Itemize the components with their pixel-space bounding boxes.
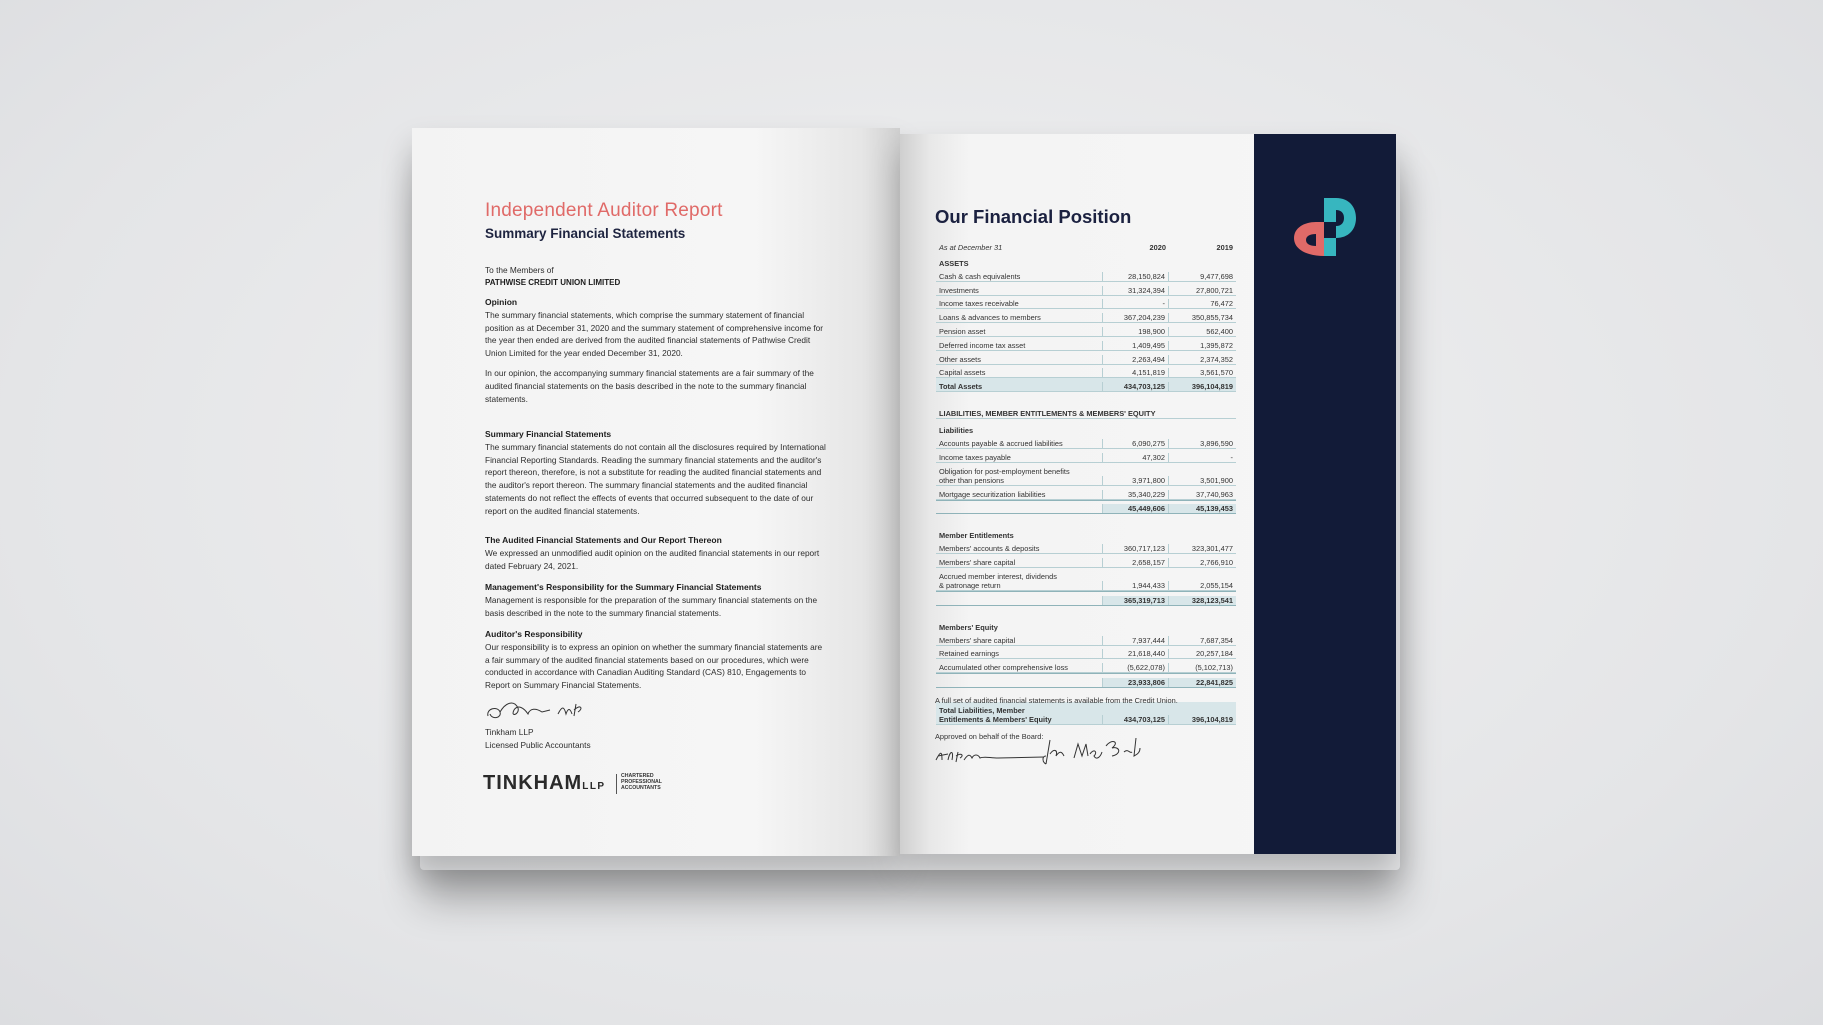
- grand-total-2019: 396,104,819: [1191, 714, 1233, 724]
- col-2020-header: 2020: [1149, 243, 1166, 252]
- entitlement-value-2020: 2,658,157: [1102, 558, 1169, 567]
- asset-row: [936, 309, 1236, 323]
- entitlement-value-2020: 360,717,123: [1102, 544, 1169, 553]
- equity-label-text: Accumulated other comprehensive loss: [939, 663, 1068, 673]
- sfs-section: [485, 428, 827, 518]
- equity-value-2020: 7,937,444: [1102, 636, 1169, 645]
- entitlement-value-2019: 2,766,910: [1200, 557, 1233, 567]
- firm-tag-line-3: ACCOUNTANTS: [621, 785, 661, 791]
- liability-label-text: Obligation for post-employment benefits: [939, 466, 1070, 476]
- equity-caption-row: [936, 616, 1236, 632]
- entitlements-caption-row: [936, 524, 1236, 540]
- mgmt-paragraph: Management is responsible for the preparation of the summary financial statements on the basis described in the note to the summary financial statements.: [485, 594, 818, 618]
- approved-label: Approved on behalf of the Board:: [935, 732, 1044, 741]
- asset-value-2019: 76,472: [1210, 299, 1233, 309]
- sfs-paragraph: The summary financial statements do not contain all the disclosures required by International Financial Reporting Standards. Reading the summary financial statements and the auditor's report thereon, therefore, is not a substitute for reading the audited financial statements and the auditor's report thereon. The summary financial statements and the audited financial statements do not reflect the effects of events that occurred subsequent to the date of our report on the audited financial statements.: [485, 441, 826, 516]
- asset-value-2020: 31,324,394: [1102, 286, 1169, 295]
- equity-label-text: Retained earnings: [939, 649, 999, 659]
- liabilities-subtotal-row: [936, 500, 1236, 515]
- liability-row: [936, 449, 1236, 463]
- asset-label: [936, 313, 1102, 322]
- liability-label: [936, 490, 1102, 499]
- total-assets-row: [936, 378, 1236, 392]
- afs-section: [485, 534, 827, 572]
- equity-label: [936, 663, 1102, 672]
- total-assets-2019: 396,104,819: [1191, 382, 1233, 392]
- firm-llp: LLP: [582, 781, 606, 792]
- asset-label-text: Capital assets: [939, 368, 986, 378]
- asset-value-2020: 28,150,824: [1102, 272, 1169, 281]
- sfs-title: Summary Financial Statements: [485, 429, 612, 439]
- firm-tag-line-2: PROFESSIONAL: [621, 779, 662, 785]
- entitlements-subtotal-row: [936, 591, 1236, 606]
- equity-row: [936, 632, 1236, 646]
- asset-label: [936, 355, 1102, 364]
- equity-subtotal-row: [936, 673, 1236, 688]
- entitlement-label-text: Members' accounts & deposits: [939, 544, 1040, 554]
- asset-value-2019: 350,855,734: [1191, 313, 1233, 323]
- grand-total-label-1: Total Liabilities, Member: [939, 705, 1025, 715]
- asset-value-2020: 367,204,239: [1102, 313, 1169, 322]
- asset-value-2019: 3,561,570: [1200, 368, 1233, 378]
- liability-value-2020: 47,302: [1102, 453, 1169, 462]
- asset-value-2020: -: [1102, 299, 1169, 308]
- asset-value-2020: 198,900: [1102, 327, 1169, 336]
- asset-row: [936, 337, 1236, 351]
- col-2019-header: 2019: [1216, 243, 1233, 252]
- equity-value-2019: 7,687,354: [1200, 635, 1233, 645]
- financial-table: [936, 234, 1236, 725]
- liabilities-caption-row: [936, 419, 1236, 435]
- asset-label-text: Income taxes receivable: [939, 299, 1019, 309]
- liability-value-2020: 35,340,229: [1102, 490, 1169, 499]
- opinion-section: [485, 296, 827, 405]
- to-org: PATHWISE CREDIT UNION LIMITED: [485, 277, 621, 287]
- asset-value-2019: 2,374,352: [1200, 354, 1233, 364]
- afs-paragraph: We expressed an unmodified audit opinion on the audited financial statements in our report dated February 24, 2021.: [485, 547, 820, 571]
- asset-label-text: Other assets: [939, 354, 981, 364]
- board-signature-1: [934, 744, 1054, 768]
- equity-value-2019: 20,257,184: [1196, 649, 1233, 659]
- total-assets-label: Total Assets: [939, 382, 983, 392]
- navy-side-band: [1254, 134, 1396, 854]
- liability-row: [936, 463, 1236, 486]
- assets-caption: ASSETS: [939, 259, 969, 268]
- firm-divider: [616, 774, 617, 794]
- entitlement-value-2019: 2,055,154: [1200, 580, 1233, 590]
- liability-row: [936, 486, 1236, 500]
- liability-row: [936, 435, 1236, 449]
- auditor-paragraph: Our responsibility is to express an opinion on whether the summary financial statements are a fair summary of the audited financial statements based on our procedures, which were conducted in accordance with Canadian Auditing Standard (CAS) 810, Engagements to Report on Summary Financial Statements.: [485, 641, 823, 691]
- asset-value-2020: 2,263,494: [1102, 355, 1169, 364]
- asset-value-2019: 1,395,872: [1200, 340, 1233, 350]
- entitlement-value-2019: 323,301,477: [1191, 544, 1233, 554]
- mgmt-title: Management's Responsibility for the Summary Financial Statements: [485, 582, 762, 592]
- availability-note: A full set of audited financial statements is available from the Credit Union.: [935, 696, 1178, 705]
- asset-row: [936, 365, 1236, 379]
- entitlement-row: [936, 540, 1236, 554]
- entitlements-subtotal-2019: 328,123,541: [1169, 596, 1236, 605]
- equity-label-text: Members' share capital: [939, 635, 1016, 645]
- equity-row: [936, 659, 1236, 673]
- asset-value-2019: 27,800,721: [1196, 285, 1233, 295]
- to-line: To the Members of: [485, 265, 554, 275]
- firm-tag-line-1: CHARTERED: [621, 773, 654, 779]
- auditor-title: Auditor's Responsibility: [485, 629, 583, 639]
- equity-label: [936, 636, 1102, 645]
- equity-value-2019: (5,102,713): [1195, 663, 1233, 673]
- equity-caption: Members' Equity: [939, 622, 998, 632]
- report-subtitle: Summary Financial Statements: [485, 226, 686, 241]
- entitlement-label: [936, 558, 1102, 567]
- assets-rows: [936, 268, 1236, 378]
- assets-caption-row: [936, 252, 1236, 268]
- liab-caption: LIABILITIES, MEMBER ENTITLEMENTS & MEMBERS' EQUITY: [939, 409, 1156, 419]
- liability-value-2019: 3,501,900: [1200, 475, 1233, 485]
- entitlement-label-text: Accrued member interest, dividends: [939, 571, 1057, 581]
- entitlement-label: [936, 544, 1102, 553]
- liability-label-text: Income taxes payable: [939, 452, 1011, 462]
- liability-label: [936, 439, 1102, 448]
- addressee: [485, 264, 827, 290]
- asset-label: [936, 368, 1102, 377]
- asset-label-text: Investments: [939, 285, 979, 295]
- equity-label: [936, 649, 1102, 658]
- entitlements-subtotal-2020: 365,319,713: [1102, 596, 1169, 605]
- liability-label-text-2: other than pensions: [939, 475, 1004, 485]
- signer-role: Licensed Public Accountants: [485, 739, 591, 750]
- liability-label-text: Accounts payable & accrued liabilities: [939, 438, 1063, 448]
- table-header-row: [936, 234, 1236, 252]
- entitlements-rows: [936, 540, 1236, 591]
- afs-title: The Audited Financial Statements and Our Report Thereon: [485, 535, 722, 545]
- equity-subtotal-2020: 23,933,806: [1102, 678, 1169, 687]
- entitlement-label-text-2: & patronage return: [939, 580, 1001, 590]
- asset-row: [936, 268, 1236, 282]
- opinion-paragraph-2: In our opinion, the accompanying summary financial statements are a fair summary of the audited financial statements on the basis described in the note to the summary financial statements.: [485, 367, 814, 404]
- equity-subtotal-2019: 22,841,825: [1169, 678, 1236, 687]
- mgmt-section: [485, 581, 827, 619]
- asset-label-text: Deferred income tax asset: [939, 340, 1026, 350]
- auditor-signature: [484, 698, 604, 724]
- entitlement-label-text: Members' share capital: [939, 557, 1016, 567]
- opinion-paragraph-1: The summary financial statements, which comprise the summary statement of financial position as at December 31, 2020 and the summary statement of comprehensive income for the year then ended are derived from the audited financial statements of Pathwise Credit Union Limited for the year ended December 31, 2020.: [485, 309, 824, 359]
- asset-row: [936, 351, 1236, 365]
- liabilities-caption: Liabilities: [939, 426, 974, 436]
- left-page: [412, 128, 900, 856]
- auditor-section: [485, 628, 827, 692]
- asset-value-2020: 1,409,495: [1102, 341, 1169, 350]
- asset-label-text: Pension asset: [939, 326, 986, 336]
- equity-value-2020: (5,622,078): [1102, 663, 1169, 672]
- entitlement-row: [936, 568, 1236, 591]
- entitlement-label: [936, 572, 1102, 590]
- grand-total-2020: 434,703,125: [1102, 715, 1169, 724]
- asset-row: [936, 282, 1236, 296]
- signer-block: [485, 726, 827, 752]
- liabilities-subtotal-2020: 45,449,606: [1102, 504, 1169, 513]
- firm-name: TINKHAM: [483, 772, 583, 794]
- liabilities-rows: [936, 435, 1236, 499]
- asset-label: [936, 272, 1102, 281]
- entitlement-row: [936, 554, 1236, 568]
- liability-label: [936, 467, 1102, 485]
- asset-label: [936, 327, 1102, 336]
- liability-value-2020: 3,971,800: [1102, 476, 1169, 485]
- liability-value-2020: 6,090,275: [1102, 439, 1169, 448]
- as-at-label: As at December 31: [939, 243, 1003, 252]
- asset-label: [936, 341, 1102, 350]
- grand-total-label-2: Entitlements & Members' Equity: [939, 714, 1052, 724]
- liability-label-text: Mortgage securitization liabilities: [939, 489, 1046, 499]
- asset-label-text: Loans & advances to members: [939, 313, 1041, 323]
- grand-total-label: [936, 706, 1102, 724]
- equity-rows: [936, 632, 1236, 673]
- equity-value-2020: 21,618,440: [1102, 649, 1169, 658]
- asset-value-2019: 562,400: [1206, 326, 1233, 336]
- liability-value-2019: 3,896,590: [1200, 438, 1233, 448]
- asset-row: [936, 323, 1236, 337]
- firm-logo: [483, 772, 606, 795]
- equity-row: [936, 646, 1236, 660]
- asset-label: [936, 286, 1102, 295]
- liability-value-2019: -: [1230, 452, 1233, 462]
- pathwise-logo-icon: [1294, 196, 1356, 264]
- opinion-title: Opinion: [485, 297, 518, 307]
- entitlement-value-2020: 1,944,433: [1102, 581, 1169, 590]
- asset-label-text: Cash & cash equivalents: [939, 271, 1021, 281]
- asset-value-2020: 4,151,819: [1102, 368, 1169, 377]
- asset-value-2019: 9,477,698: [1200, 271, 1233, 281]
- entitlements-caption: Member Entitlements: [939, 531, 1014, 541]
- grand-total-row: [936, 702, 1236, 725]
- asset-label: [936, 299, 1102, 308]
- liability-value-2019: 37,740,963: [1196, 489, 1233, 499]
- liabilities-subtotal-2019: 45,139,453: [1169, 504, 1236, 513]
- total-assets-2020: 434,703,125: [1102, 382, 1169, 391]
- liab-caption-row: [936, 402, 1236, 419]
- financial-position-title: Our Financial Position: [935, 206, 1132, 227]
- signer-name: Tinkham LLP: [485, 727, 534, 737]
- report-title: Independent Auditor Report: [485, 200, 723, 221]
- firm-tagline: [621, 773, 662, 791]
- asset-row: [936, 296, 1236, 310]
- liability-label: [936, 453, 1102, 462]
- right-page: [900, 134, 1396, 854]
- board-signature-2: [1040, 734, 1150, 768]
